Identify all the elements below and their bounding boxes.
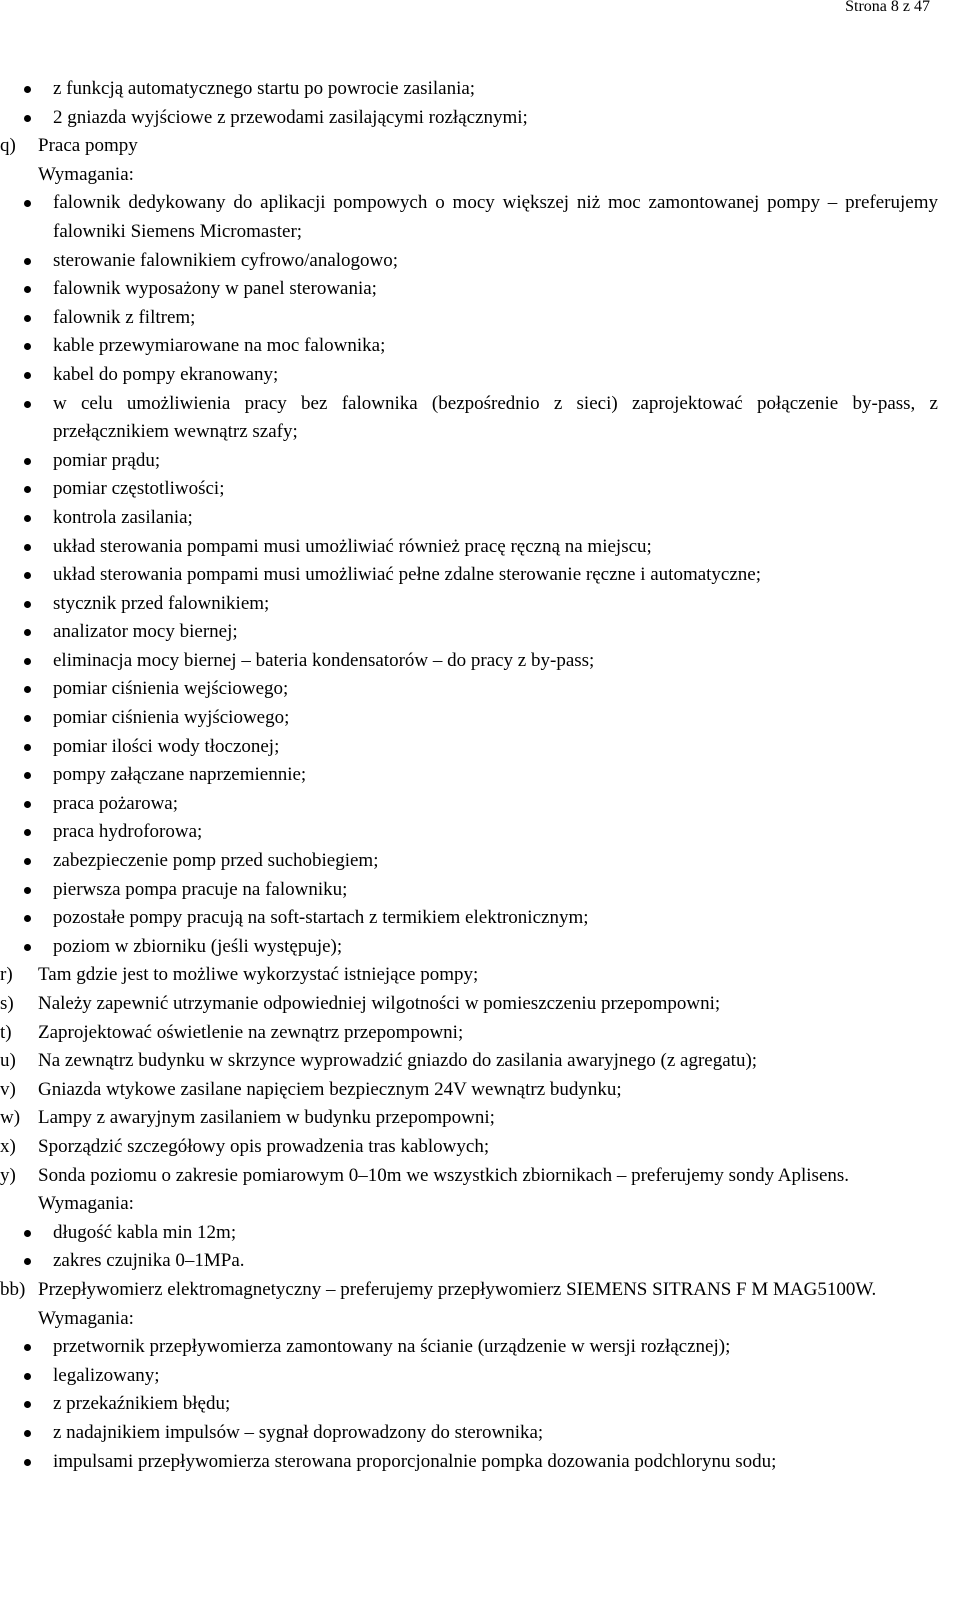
section-s [0, 990, 938, 1019]
bullet-icon [24, 1430, 31, 1437]
section-bb [0, 1276, 938, 1305]
list-item [0, 1247, 938, 1276]
section-y [0, 1162, 938, 1191]
section-w [0, 1104, 938, 1133]
section-text: Należy zapewnić utrzymanie odpowiedniej wilgotności w pomieszczeniu przepompowni; [38, 993, 721, 1014]
list-item [0, 1419, 938, 1448]
list-item [0, 733, 938, 762]
bullet-icon [24, 801, 31, 808]
section-marker: u) [0, 1050, 16, 1072]
bullet-icon [24, 200, 31, 207]
bullet-icon [24, 458, 31, 465]
bullet-icon [24, 315, 31, 322]
list-item [0, 504, 938, 533]
bullet-icon [24, 115, 31, 122]
bullet-icon [24, 1401, 31, 1408]
list-item [0, 533, 938, 562]
list-item [0, 1219, 938, 1248]
section-q [0, 132, 938, 161]
section-u [0, 1047, 938, 1076]
list-item [0, 647, 938, 676]
section-text: Gniazda wtykowe zasilane napięciem bezpiecznym 24V wewnątrz budynku; [38, 1078, 622, 1100]
section-title: Praca pompy [38, 135, 138, 157]
list-item [0, 304, 938, 333]
list-item-text: pierwsza pompa pracuje na falowniku; [53, 878, 348, 900]
list-item [0, 847, 938, 876]
bullet-icon [24, 372, 31, 379]
list-item-text: falownik z filtrem; [53, 306, 196, 328]
section-marker: bb) [0, 1278, 26, 1300]
list-item [0, 675, 938, 704]
list-item [0, 561, 938, 590]
bullet-icon [24, 858, 31, 865]
list-item-text: przetwornik przepływomierza zamontowany na ścianie (urządzenie w wersji rozłącznej); [53, 1336, 731, 1358]
list-item-text: zabezpieczenie pomp przed suchobiegiem; [53, 850, 379, 872]
list-item-text: zakres czujnika 0–1MPa. [53, 1250, 245, 1272]
requirements-label: Wymagania: [38, 163, 134, 185]
bullet-icon [24, 715, 31, 722]
section-marker: r) [0, 964, 13, 986]
bullet-icon [24, 772, 31, 779]
list-item [0, 761, 938, 790]
section-v [0, 1076, 938, 1105]
list-item [0, 1362, 938, 1391]
list-item [0, 247, 938, 276]
requirements-label: Wymagania: [38, 1307, 134, 1329]
section-text: Lampy z awaryjnym zasilaniem w budynku przepompowni; [38, 1107, 495, 1129]
bullet-icon [24, 401, 31, 408]
list-item [0, 475, 938, 504]
bullet-icon [24, 686, 31, 693]
section-r [0, 961, 938, 990]
section-marker: x) [0, 1135, 16, 1157]
list-item-text: praca hydroforowa; [53, 821, 203, 843]
list-item-text: falownik dedykowany do aplikacji pompowych o mocy większej niż moc zamontowanej pompy – preferujemy falowniki Siemens Micromaster; [53, 192, 938, 242]
section-t [0, 1019, 938, 1048]
section-marker: v) [0, 1078, 16, 1100]
section-marker: t) [0, 1021, 12, 1043]
list-item-text: falownik wyposażony w panel sterowania; [53, 278, 377, 300]
list-item-text: układ sterowania pompami musi umożliwiać pełne zdalne sterowanie ręczne i automatyczne; [53, 564, 762, 586]
bullet-icon [24, 572, 31, 579]
list-item [0, 275, 938, 304]
list-item-text: praca pożarowa; [53, 792, 179, 814]
bullet-icon [24, 343, 31, 350]
bullet-icon [24, 829, 31, 836]
bullet-icon [24, 515, 31, 522]
document-body [0, 75, 938, 1476]
section-text: Sporządzić szczegółowy opis prowadzenia tras kablowych; [38, 1135, 490, 1157]
list-item [0, 361, 938, 390]
section-text: Sonda poziomu o zakresie pomiarowym 0–10m we wszystkich zbiornikach – preferujemy sondy Aplisens. [38, 1164, 850, 1186]
list-item [0, 104, 938, 133]
list-item-text: pomiar ciśnienia wyjściowego; [53, 707, 290, 729]
list-item-text: pomiar częstotliwości; [53, 478, 225, 500]
bullet-icon [24, 629, 31, 636]
list-item [0, 189, 938, 246]
list-item [0, 1448, 938, 1477]
list-item-text: poziom w zbiorniku (jeśli występuje); [53, 935, 343, 957]
list-item [0, 1333, 938, 1362]
list-item-text: analizator mocy biernej; [53, 621, 238, 643]
bullet-icon [24, 544, 31, 551]
list-item-text: eliminacja mocy biernej – bateria kondensatorów – do pracy z by-pass; [53, 649, 595, 671]
list-item-text: pomiar ciśnienia wejściowego; [53, 678, 289, 700]
list-item [0, 704, 938, 733]
section-text: Zaprojektować oświetlenie na zewnątrz przepompowni; [38, 1021, 464, 1043]
list-item-text: z przekaźnikiem błędu; [53, 1393, 231, 1415]
list-item-text: pomiar ilości wody tłoczonej; [53, 735, 280, 757]
bullet-icon [24, 1459, 31, 1466]
bullet-icon [24, 944, 31, 951]
bullet-icon [24, 1344, 31, 1351]
list-item-text: w celu umożliwienia pracy bez falownika (bezpośrednio z sieci) zaprojektować połączenie by-pass, z przełącznikiem wewnątrz szafy; [53, 392, 938, 443]
list-item-text: legalizowany; [53, 1364, 160, 1386]
list-item [0, 332, 938, 361]
list-item-text: kontrola zasilania; [53, 506, 193, 528]
bullet-icon [24, 258, 31, 265]
list-item [0, 818, 938, 847]
list-item [0, 618, 938, 647]
bullet-icon [24, 1258, 31, 1265]
section-marker: y) [0, 1164, 16, 1186]
list-item-text: sterowanie falownikiem cyfrowo/analogowo; [53, 249, 399, 271]
bullet-icon [24, 1230, 31, 1237]
list-item [0, 1390, 938, 1419]
list-item [0, 590, 938, 619]
list-item-text: pompy załączane naprzemiennie; [53, 764, 307, 786]
bullet-icon [24, 915, 31, 922]
list-item-text: kabel do pompy ekranowany; [53, 363, 279, 385]
list-item-text: impulsami przepływomierza sterowana proporcjonalnie pompka dozowania podchlorynu sodu; [53, 1450, 777, 1472]
bullet-icon [24, 601, 31, 608]
section-marker: q) [0, 135, 16, 157]
list-item-text: pozostałe pompy pracują na soft-startach z termikiem elektronicznym; [53, 907, 589, 929]
section-text: Na zewnątrz budynku w skrzynce wyprowadzić gniazdo do zasilania awaryjnego (z agregatu); [38, 1050, 758, 1072]
list-item [0, 790, 938, 819]
page-number: Strona 8 z 47 [845, 0, 930, 15]
section-text: Tam gdzie jest to możliwe wykorzystać istniejące pompy; [38, 964, 479, 986]
list-item [0, 75, 938, 104]
list-item-text: długość kabla min 12m; [53, 1221, 237, 1243]
list-item [0, 447, 938, 476]
list-item-text: 2 gniazda wyjściowe z przewodami zasilającymi rozłącznymi; [53, 106, 528, 128]
section-x [0, 1133, 938, 1162]
bullet-icon [24, 286, 31, 293]
list-item [0, 904, 938, 933]
requirements-label: Wymagania: [38, 1193, 134, 1215]
bullet-icon [24, 86, 31, 93]
section-marker: w) [0, 1107, 21, 1129]
list-item-text: stycznik przed falownikiem; [53, 592, 270, 614]
list-item-text: układ sterowania pompami musi umożliwiać również pracę ręczną na miejscu; [53, 535, 652, 557]
section-marker: s) [0, 993, 14, 1014]
section-text: Przepływomierz elektromagnetyczny – preferujemy przepływomierz SIEMENS SITRANS F M MAG5100W. [38, 1278, 877, 1300]
bullet-icon [24, 1373, 31, 1380]
bullet-icon [24, 744, 31, 751]
list-item-text: z nadajnikiem impulsów – sygnał doprowadzony do sterownika; [53, 1421, 544, 1443]
list-item [0, 876, 938, 905]
list-item [0, 390, 938, 447]
bullet-icon [24, 658, 31, 665]
list-item-text: kable przewymiarowane na moc falownika; [53, 335, 386, 357]
list-item-text: z funkcją automatycznego startu po powrocie zasilania; [53, 78, 476, 99]
list-item [0, 933, 938, 962]
bullet-icon [24, 887, 31, 894]
bullet-icon [24, 486, 31, 493]
list-item-text: pomiar prądu; [53, 449, 161, 471]
